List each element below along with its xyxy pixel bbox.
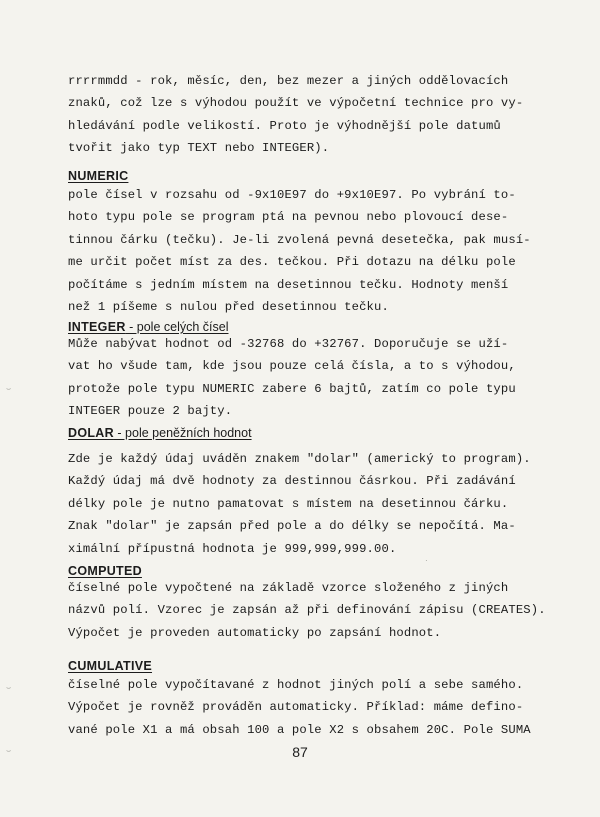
text-line: hoto typu pole se program ptá na pevnou nebo plovoucí dese-	[68, 210, 509, 225]
heading-keyword: COMPUTED	[68, 564, 142, 578]
text-line: pole čísel v rozsahu od -9x10E97 do +9x10E97. Po vybrání to-	[68, 188, 516, 202]
section-heading-numeric	[68, 168, 128, 184]
scan-mark: ·	[425, 556, 428, 565]
scan-mark: ⌣	[6, 683, 12, 692]
text-line: Každý údaj má dvě hodnoty za destinnou čásrkou. Při zadávání	[68, 474, 516, 489]
heading-keyword: CUMULATIVE	[68, 659, 153, 673]
text-line: hledávání podle velikostí. Proto je výhodnější pole datumů	[68, 118, 501, 133]
section-heading-cumulative	[68, 658, 152, 674]
section-body-numeric	[68, 184, 531, 318]
text-line: než 1 píšeme s nulou před desetinnou tečku.	[68, 300, 389, 315]
section-body-cumulative	[68, 674, 531, 741]
text-line: Výpočet je proveden automaticky po zapsání hodnot.	[68, 625, 442, 640]
text-line: tvořit jako typ TEXT nebo INTEGER).	[68, 141, 330, 156]
section-body-integer	[68, 333, 516, 423]
text-line: délky pole je nutno pamatovat s místem na desetinnou čárku.	[68, 496, 509, 511]
text-line: Výpočet je rovněž prováděn automaticky. Příklad: máme defino-	[68, 700, 524, 715]
text-line: vané pole X1 a má obsah 100 a pole X2 s obsahem 20C. Pole SUMA	[68, 722, 531, 737]
text-line: INTEGER pouze 2 bajty.	[68, 404, 233, 419]
text-line: protože pole typu NUMERIC zabere 6 bajtů, zatím co pole typu	[68, 381, 516, 396]
heading-subtitle: - pole peněžních hodnot	[113, 426, 252, 440]
heading-keyword: INTEGER	[68, 320, 126, 334]
text-line: Zde je každý údaj uváděn znakem "dolar" (americký to program).	[68, 452, 531, 466]
text-line: číselné pole vypočtené na základě vzorce složeného z jiných	[68, 581, 509, 595]
text-line: Znak "dolar" je zapsán před pole a do délky se nepočítá. Ma-	[68, 519, 516, 534]
scan-mark: ⌣	[6, 384, 12, 393]
text-line: rrrrmmdd - rok, měsíc, den, bez mezer a jiných oddělovacích	[68, 74, 509, 88]
text-line: počítáme s jedním místem na desetinnou tečku. Hodnoty menší	[68, 277, 509, 292]
scan-mark: ⌣	[6, 746, 12, 755]
section-body-computed	[68, 577, 546, 644]
text-line: me určit počet míst za des. tečkou. Při dotazu na délku pole	[68, 255, 516, 270]
text-line: názvů polí. Vzorec je zapsán až při definování zápisu (CREATES).	[68, 603, 546, 618]
text-line: tinnou čárku (tečku). Je-li zvolená pevná desetečka, pak musí-	[68, 232, 531, 247]
page-number: 87	[292, 744, 308, 760]
heading-keyword: NUMERIC	[68, 169, 129, 183]
heading-subtitle: - pole celých čísel	[125, 320, 229, 334]
text-line: číselné pole vypočítavané z hodnot jiných polí a sebe samého.	[68, 678, 524, 692]
text-line: Může nabývat hodnot od -32768 do +32767. Doporučuje se uží-	[68, 337, 509, 351]
text-line: vat ho všude tam, kde jsou pouze celá čísla, a to s výhodou,	[68, 359, 516, 374]
section-body-dolar	[68, 448, 531, 560]
heading-keyword: DOLAR	[68, 426, 114, 440]
intro-paragraph	[68, 70, 524, 160]
text-line: znaků, což lze s výhodou použít ve výpočetní technice pro vy-	[68, 96, 524, 111]
section-heading-dolar	[68, 425, 252, 441]
text-line: ximální přípustná hodnota je 999,999,999.00.	[68, 541, 397, 556]
